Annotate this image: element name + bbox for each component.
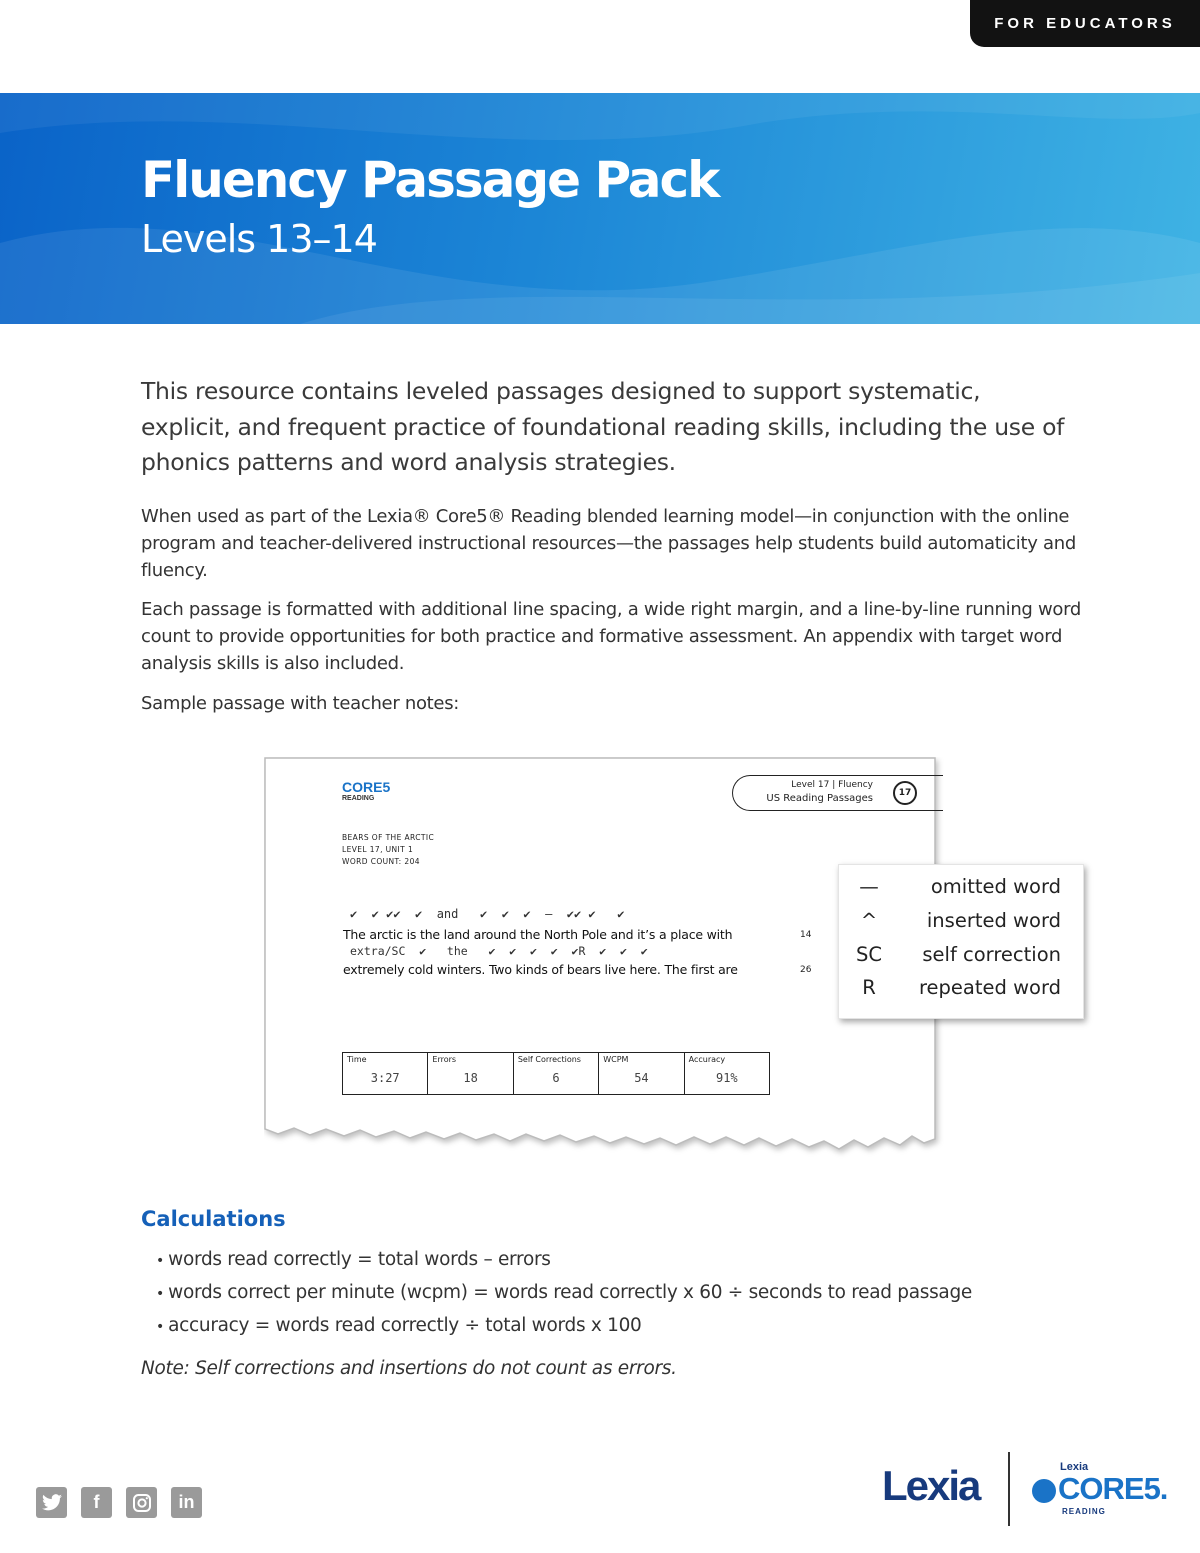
score-cell-self-corrections: Self Corrections 6 (514, 1053, 599, 1094)
for-educators-tab: FOR EDUCATORS (970, 0, 1200, 47)
facebook-icon[interactable]: f (81, 1487, 112, 1518)
lexia-logo: Lexia (882, 1462, 980, 1509)
pill-level-text: Level 17 | Fluency (791, 780, 873, 790)
pill-passages-text: US Reading Passages (766, 793, 873, 804)
list-item: • words read correctly = total words – errors (156, 1244, 972, 1277)
core5-mini-logo: CORE5 READING (342, 779, 391, 802)
list-item: • accuracy = words read correctly ÷ total words x 100 (156, 1310, 972, 1343)
passage-meta: BEARS OF THE ARCTIC LEVEL 17, UNIT 1 WORD COUNT: 204 (342, 833, 435, 866)
page-title: Fluency Passage Pack (141, 151, 719, 209)
body-paragraph-3: Sample passage with teacher notes: (141, 693, 460, 714)
legend-row: SC self correction (856, 943, 1061, 966)
body-paragraph-1: When used as part of the Lexia® Core5® Reading blended learning model—in conjunction with the online program and teacher-delivered instructional resources—the passages help students build automaticity and fluency. (141, 506, 1076, 581)
passage-text-line-2: extremely cold winters. Two kinds of bears live here. The first are (343, 962, 738, 977)
instagram-icon[interactable] (126, 1487, 157, 1518)
body-paragraph-2: Each passage is formatted with additional line spacing, a wide right margin, and a line-by-line running word count to provide opportunities for both practice and formative assessment. An appendix with target word analysis skills is also included. (141, 599, 1082, 674)
globe-icon (1032, 1479, 1056, 1503)
logo-divider (1008, 1452, 1010, 1526)
calculations-heading: Calculations (141, 1207, 286, 1231)
word-count-1: 14 (800, 930, 812, 940)
teacher-marks-line-1: ✔ ✔ ✔✔ ✔ and ✔ ✔ ✔ — ✔✔ ✔ ✔ (350, 907, 625, 921)
intro-paragraph: This resource contains leveled passages designed to support systematic, explicit, and frequent practice of foundational reading skills, including the use of phonics patterns and word analysis strategies. (141, 377, 1065, 476)
legend-row: R repeated word (862, 976, 1061, 999)
calculations-note: Note: Self corrections and insertions do not count as errors. (141, 1358, 677, 1379)
word-count-2: 26 (800, 965, 812, 975)
linkedin-icon[interactable]: in (171, 1487, 202, 1518)
score-cell-wcpm: WCPM 54 (599, 1053, 684, 1094)
legend-row: — omitted word (859, 875, 1061, 898)
teacher-marks-line-2: extra/SC ✔ the ✔ ✔ ✔ ✔ ✔R ✔ ✔ ✔ (350, 944, 648, 958)
legend-row: ^ inserted word (860, 909, 1061, 932)
level-pill (732, 775, 943, 811)
calculations-list (156, 1244, 972, 1343)
score-cell-accuracy: Accuracy 91% (688, 1055, 738, 1085)
sample-passage-sheet (264, 757, 935, 1157)
marking-legend (838, 864, 1084, 1019)
level-seal-icon: 17 (893, 781, 917, 805)
twitter-icon[interactable] (36, 1487, 67, 1518)
score-cell-time: Time 3:27 (343, 1053, 428, 1094)
score-table (342, 1052, 770, 1095)
list-item: • words correct per minute (wcpm) = words read correctly x 60 ÷ seconds to read passage (156, 1277, 972, 1310)
page-subtitle: Levels 13–14 (141, 217, 377, 261)
passage-text-line-1: The arctic is the land around the North Pole and it’s a place with (343, 927, 733, 942)
score-cell-errors: Errors 18 (428, 1053, 513, 1094)
social-links (36, 1487, 202, 1518)
header-banner (0, 93, 1200, 324)
